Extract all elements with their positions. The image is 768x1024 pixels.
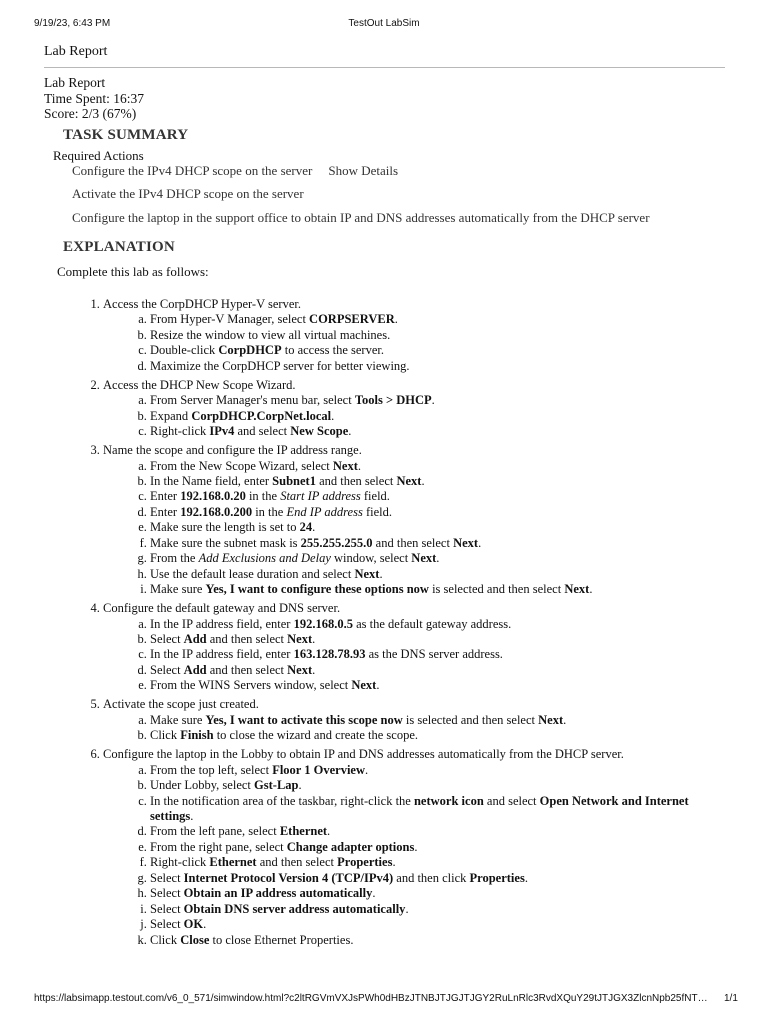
substep-item [150, 393, 723, 408]
substep-item [150, 713, 723, 728]
substep-item [150, 728, 723, 743]
ui-term: CORPSERVER [309, 312, 395, 327]
divider [44, 67, 725, 68]
ui-term: Add [183, 632, 207, 647]
substep-text: From the right pane, select [150, 839, 287, 854]
substep-text: . [524, 870, 528, 885]
substep-item [150, 778, 723, 793]
instruction-steps [103, 297, 723, 952]
required-action-item [72, 163, 398, 179]
substep-text: Make sure [150, 712, 206, 727]
substep-text: . [379, 566, 383, 581]
substep-text: Click [150, 728, 181, 743]
required-action-text: Activate the IPv4 DHCP scope on the server [72, 186, 304, 201]
substep-text: Make sure the length is set to [150, 520, 300, 535]
substep-text: . [190, 809, 194, 823]
substep-text: and then click [393, 870, 470, 885]
substep-text: . [357, 458, 362, 473]
substep-text: . [563, 712, 567, 727]
substep-text: From Hyper-V Manager, select [150, 312, 310, 327]
ui-term: 163.128.78.93 [293, 647, 366, 662]
substep-item [150, 312, 723, 327]
substep-text: field. [362, 504, 393, 519]
substep-text: and then select [315, 473, 397, 488]
substep-text: Make sure [150, 582, 206, 597]
substep-item [150, 763, 723, 778]
substep-text: Maximize the CorpDHCP server for better viewing. [150, 358, 410, 373]
step-item [103, 443, 723, 598]
substep-text: From the WINS Servers window, select [150, 678, 352, 693]
substep-item [150, 459, 723, 474]
substep-item [150, 328, 723, 343]
print-date: 9/19/23, 6:43 PM [34, 18, 111, 29]
ui-term: 192.168.0.200 [180, 504, 253, 519]
substep-item [150, 617, 723, 632]
substep-item [150, 855, 723, 870]
substep-text: and then select [206, 662, 288, 677]
score: Score: 2/3 (67%) [44, 106, 137, 121]
substep-text: In the notification area of the taskbar, right-click the [150, 793, 414, 808]
ui-term: Close [180, 932, 210, 947]
step-item [103, 747, 723, 948]
substep-item [150, 474, 723, 489]
substep-text: Select [150, 632, 184, 647]
explanation-intro: Complete this lab as follows: [57, 264, 209, 279]
substep-text: in the [245, 489, 281, 504]
step-text: Access the CorpDHCP Hyper-V server. [103, 297, 301, 311]
substep-item [150, 647, 723, 662]
substep-item [150, 567, 723, 582]
substep-item [150, 409, 723, 424]
step-text: Access the DHCP New Scope Wizard. [103, 377, 296, 392]
substep-text: . [312, 632, 316, 647]
substep-text: . [431, 393, 435, 408]
lab-report-tab[interactable]: Lab Report [44, 44, 108, 59]
substep-text: . [372, 886, 376, 901]
substep-item [150, 933, 723, 948]
ui-term: New Scope [290, 424, 349, 439]
substep-text: Under Lobby, select [150, 778, 255, 793]
ui-term: Gst-Lap [254, 778, 299, 793]
required-action-text: Configure the laptop in the support office to obtain IP and DNS addresses automatically from the DHCP server [72, 210, 650, 225]
substep-text: field. [360, 489, 390, 504]
ui-term: 24 [299, 520, 313, 535]
substep-text: Select [150, 870, 184, 885]
ui-term: Ethernet [279, 824, 328, 839]
substep-text: and then select [206, 632, 288, 647]
substep-text: Select [150, 917, 184, 932]
required-action-text: Configure the IPv4 DHCP scope on the server [72, 163, 313, 178]
substep-item [150, 917, 723, 932]
substep-text: Right-click [150, 855, 210, 870]
ui-term: 255.255.255.0 [300, 535, 373, 550]
substep-item [150, 489, 723, 504]
ui-term: Change adapter options [286, 839, 415, 854]
substep-text: . [421, 473, 425, 488]
step-text: Configure the laptop in the Lobby to obtain IP and DNS addresses automatically from the DHCP server. [103, 747, 624, 762]
step-item [103, 297, 723, 374]
substep-item [150, 824, 723, 839]
substep-item [150, 551, 723, 566]
substep-text: Enter [150, 504, 181, 519]
substep-list [103, 393, 723, 439]
substep-text: . [394, 312, 398, 327]
required-action-item [72, 210, 650, 226]
substep-text: . [327, 824, 331, 839]
report-meta [44, 75, 144, 122]
ui-term: 192.168.0.20 [180, 489, 246, 504]
substep-text: . [365, 762, 369, 777]
substep-text: . [376, 678, 380, 693]
ui-term: Properties [337, 855, 393, 870]
substep-text: and select [483, 793, 540, 808]
ui-term: IPv4 [209, 424, 235, 439]
substep-text: From the top left, select [150, 762, 273, 777]
substep-list [103, 312, 723, 374]
substep-text: Double-click [150, 343, 219, 358]
substep-item [150, 505, 723, 520]
field-name: Add Exclusions and Delay [198, 551, 331, 566]
substep-item [150, 663, 723, 678]
ui-term: Subnet1 [272, 473, 316, 488]
report-title: Lab Report [44, 75, 106, 90]
substep-text: . [312, 520, 316, 535]
substep-list [103, 713, 723, 744]
substep-text: Right-click [150, 424, 210, 439]
ui-term: Internet Protocol Version 4 (TCP/IPv4) [183, 870, 394, 885]
substep-text: Select [150, 901, 184, 916]
ui-term: network icon [413, 793, 484, 808]
substep-text: to close the wizard and create the scope. [213, 728, 418, 743]
substep-item [150, 886, 723, 901]
substep-text: . [478, 535, 482, 550]
ui-term: Next [538, 712, 564, 727]
substep-text: Select [150, 886, 184, 901]
substep-text: In the IP address field, enter [150, 647, 294, 662]
substep-text: . [405, 901, 409, 916]
substep-text: and then select [256, 855, 338, 870]
substep-text: . [298, 778, 302, 793]
ui-term: Tools > DHCP [354, 393, 432, 408]
substep-text: . [436, 551, 440, 566]
ui-term: Properties [469, 870, 525, 885]
time-spent: Time Spent: 16:37 [44, 90, 145, 106]
ui-term: Obtain DNS server address automatically [183, 901, 406, 916]
ui-term: Add [183, 662, 207, 677]
substep-text: Click [150, 932, 181, 947]
ui-term: Next [396, 473, 422, 488]
substep-text: window, select [330, 551, 412, 566]
substep-text: . [348, 424, 352, 439]
substep-text: . [414, 839, 418, 854]
explanation-heading: EXPLANATION [63, 239, 175, 255]
substep-item [150, 840, 723, 855]
substep-item [150, 424, 723, 439]
substep-text: is selected and then select [402, 712, 539, 727]
ui-term: Obtain an IP address automatically [183, 886, 373, 901]
ui-term: Next [354, 566, 380, 581]
ui-term: Yes, I want to activate this scope now [205, 712, 403, 727]
substep-text: Enter [150, 489, 181, 504]
substep-text: . [203, 917, 207, 932]
substep-text: and then select [372, 535, 454, 550]
ui-term: Finish [180, 728, 214, 743]
substep-text: Make sure the subnet mask is [150, 535, 301, 550]
step-item [103, 601, 723, 694]
substep-item [150, 678, 723, 693]
required-action-item [72, 186, 304, 202]
substep-text: . [331, 408, 335, 423]
ui-term: Yes, I want to configure these options now [205, 582, 429, 597]
step-text: Name the scope and configure the IP address range. [103, 443, 362, 458]
substep-text: . [589, 582, 593, 597]
substep-item [150, 520, 723, 535]
substep-item [150, 794, 723, 825]
substep-text: From the [150, 551, 199, 566]
substep-text: as the DNS server address. [365, 647, 503, 662]
step-item [103, 378, 723, 440]
substep-text: in the [252, 504, 287, 519]
substep-item [150, 871, 723, 886]
step-item [103, 697, 723, 743]
print-page-title: TestOut LabSim [348, 18, 420, 29]
ui-term: Next [287, 632, 313, 647]
ui-term: Open Network and Internet settings [150, 793, 689, 823]
substep-text: to close Ethernet Properties. [209, 932, 354, 947]
ui-term: 192.168.0.5 [293, 616, 353, 631]
field-name: Start IP address [280, 489, 361, 504]
ui-term: Ethernet [209, 855, 257, 870]
step-text: Configure the default gateway and DNS server. [103, 601, 341, 616]
substep-text: Select [150, 662, 184, 677]
ui-term: Next [564, 582, 590, 597]
substep-text: . [392, 855, 396, 870]
substep-item [150, 632, 723, 647]
substep-text: as the default gateway address. [352, 616, 512, 631]
substep-text: Resize the window to view all virtual machines. [150, 327, 391, 342]
substep-item [150, 359, 723, 374]
substep-item [150, 582, 723, 597]
task-summary-heading: TASK SUMMARY [63, 127, 189, 143]
substep-text: . [312, 662, 316, 677]
substep-list [103, 617, 723, 694]
field-name: End IP address [286, 504, 363, 519]
step-text: Activate the scope just created. [103, 697, 259, 712]
substep-text: From Server Manager's menu bar, select [150, 393, 355, 408]
substep-item [150, 343, 723, 358]
ui-term: Floor 1 Overview [272, 762, 366, 777]
print-url: https://labsimapp.testout.com/v6_0_571/simwindow.html?c2ltRGVmVXJsPWh0dHBzJTNBJTJGJTJGY2RuLnRlc3RvdXQuY29tJTJGX3ZlcnNpb25fNT… [34, 993, 708, 1004]
substep-text: Expand [150, 408, 192, 423]
required-actions-label: Required Actions [53, 148, 144, 163]
ui-term: Next [287, 662, 313, 677]
substep-text: and select [234, 424, 291, 439]
substep-text: Use the default lease duration and select [150, 566, 355, 581]
substep-list [103, 763, 723, 948]
ui-term: Next [453, 535, 479, 550]
substep-list [103, 459, 723, 598]
ui-term: OK [183, 917, 204, 932]
substep-item [150, 902, 723, 917]
show-details-link[interactable]: Show Details [328, 163, 399, 178]
substep-text: is selected and then select [428, 582, 565, 597]
substep-text: In the IP address field, enter [150, 616, 294, 631]
print-page-number: 1/1 [724, 993, 738, 1004]
substep-text: In the Name field, enter [150, 473, 273, 488]
substep-text: From the left pane, select [150, 824, 280, 839]
substep-item [150, 536, 723, 551]
substep-text: to access the server. [281, 343, 384, 358]
ui-term: Next [351, 678, 377, 693]
ui-term: Next [332, 458, 358, 473]
ui-term: CorpDHCP.CorpNet.local [191, 408, 332, 423]
ui-term: CorpDHCP [218, 343, 282, 358]
ui-term: Next [411, 551, 437, 566]
substep-text: From the New Scope Wizard, select [150, 458, 333, 473]
